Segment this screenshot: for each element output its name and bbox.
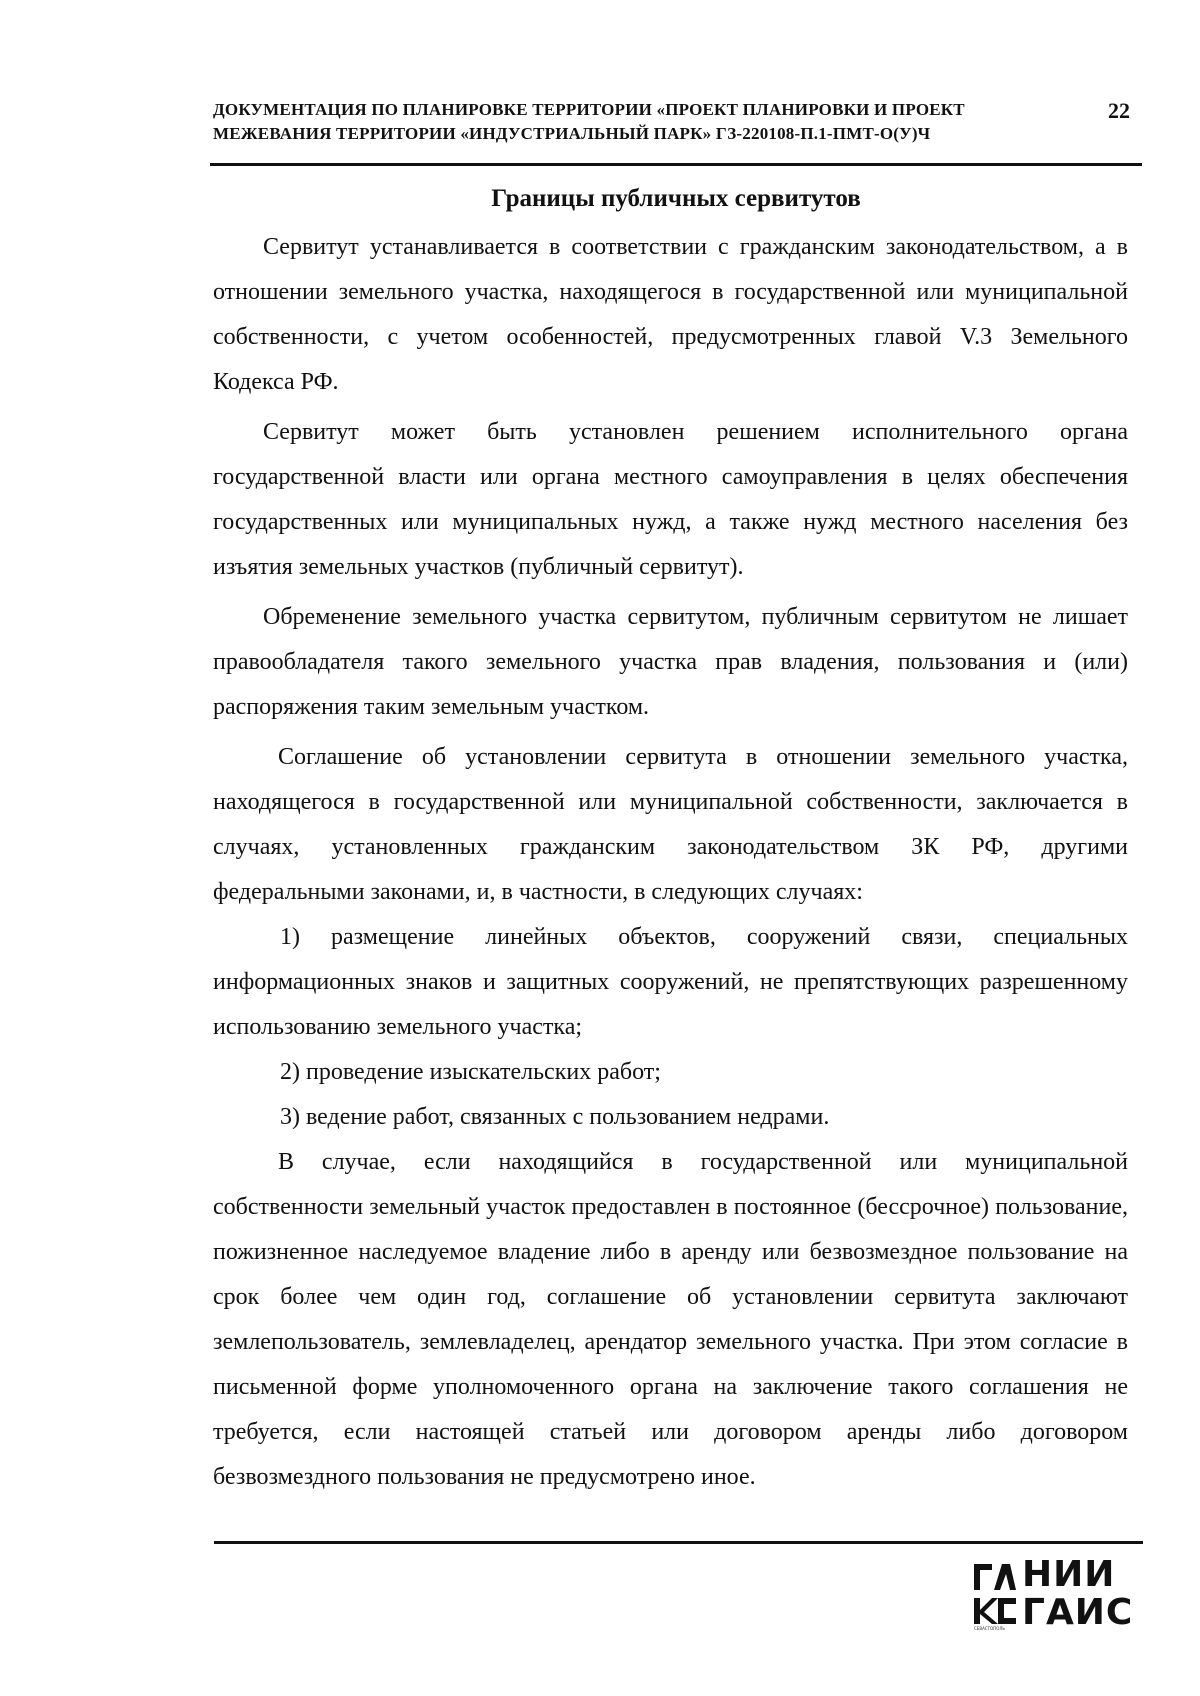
company-logo — [972, 1556, 1152, 1636]
page-number: 22 — [1108, 98, 1130, 123]
list-item: 2) проведение изыскательских работ; — [280, 1059, 661, 1085]
document-body — [213, 225, 1128, 1500]
header-line-1: ДОКУМЕНТАЦИЯ ПО ПЛАНИРОВКЕ ТЕРРИТОРИИ «ПРОЕКТ ПЛАНИРОВКИ И ПРОЕКТ — [213, 100, 965, 119]
paragraph: Сервитут может быть установлен решением исполнительного органа государственной власти или органа местного самоуправления в целях обеспечения государственных или муниципальных нужд, а также нужд местного населения без изъятия земельных участков (публичный сервитут). — [213, 419, 1128, 580]
paragraph: Соглашение об установлении сервитута в отношении земельного участка, находящегося в государственной или муниципальной собственности, заключается в случаях, установленных гражданским законодательством ЗК РФ, другими федеральными законами, и, в частности, в следующих случаях: — [213, 744, 1128, 905]
logo-line-1: НИИ — [1022, 1554, 1116, 1595]
logo-line-2: ГАИС — [1022, 1592, 1134, 1633]
header-divider — [210, 163, 1142, 166]
footer-divider — [214, 1541, 1143, 1544]
list-item: 1) размещение линейных объектов, сооружений связи, специальных информационных знаков и защитных сооружений, не препятствующих разрешенному использованию земельного участка; — [213, 924, 1128, 1040]
logo-mark-icon — [972, 1560, 1016, 1632]
logo-caption: СЕВАСТОПОЛЬ — [974, 1626, 1006, 1631]
paragraph: Сервитут устанавливается в соответствии с гражданским законодательством, а в отношении земельного участка, находящегося в государственной или муниципальной собственности, с учетом особенностей, предусмотренных главой V.3 Земельного Кодекса РФ. — [213, 234, 1128, 395]
header-line-2: МЕЖЕВАНИЯ ТЕРРИТОРИИ «ИНДУСТРИАЛЬНЫЙ ПАРК» ГЗ-220108-П.1-ПМТ-О(У)Ч — [213, 124, 931, 143]
paragraph: Обременение земельного участка сервитутом, публичным сервитутом не лишает правообладателя такого земельного участка прав владения, пользования и (или) распоряжения таким земельным участком. — [213, 604, 1128, 720]
document-header — [213, 98, 1063, 146]
paragraph: В случае, если находящийся в государственной или муниципальной собственности земельный участок предоставлен в постоянное (бессрочное) пользование, пожизненное наследуемое владение либо в аренду или безвозмездное пользование на срок более чем один год, соглашение об установлении сервитута заключают землепользователь, землевладелец, арендатор земельного участка. При этом согласие в письменной форме уполномоченного органа на заключение такого соглашения не требуется, если настоящей статьей или договором аренды либо договором безвозмездного пользования не предусмотрено иное. — [213, 1149, 1128, 1490]
section-title: Границы публичных сервитутов — [491, 185, 861, 212]
list-item: 3) ведение работ, связанных с пользованием недрами. — [280, 1104, 830, 1130]
logo-wordmark — [1022, 1556, 1133, 1632]
